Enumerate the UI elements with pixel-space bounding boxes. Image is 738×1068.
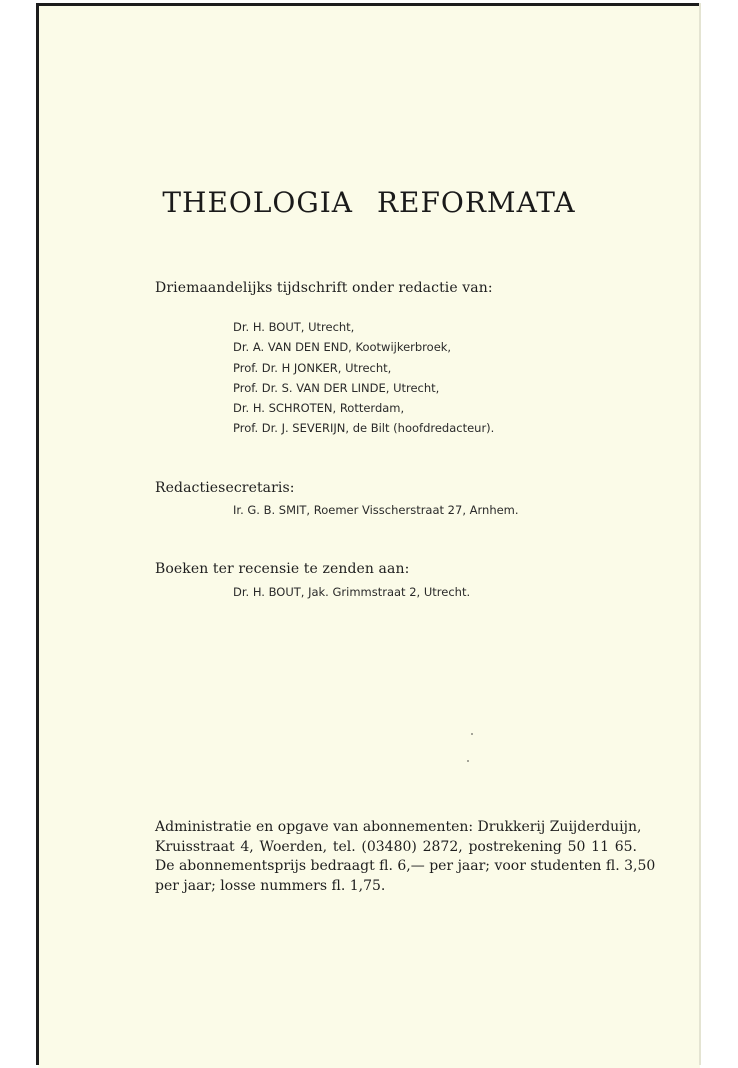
scan-speck [471,733,473,735]
scan-speck [467,760,469,762]
secretary-heading: Redactiesecretaris: [155,480,295,496]
scan-edge-right [699,3,701,1065]
editorial-board-list [233,317,494,439]
editor-entry: Dr. H. BOUT, Utrecht, [233,320,355,334]
editor-entry: Dr. H. SCHROTEN, Rotterdam, [233,401,405,416]
secretary-entry: Ir. G. B. SMIT, Roemer Visscherstraat 27, Arnhem. [233,503,519,517]
editorial-heading: Driemaandelijks tijdschrift onder redactie van: [155,280,493,296]
administration-block [155,818,656,896]
administration-line: Kruisstraat 4, Woerden, tel. (03480) 2872, postrekening 50 11 65. [155,838,637,855]
editor-entry: Prof. Dr. J. SEVERIJN, de Bilt (hoofdredacteur). [233,421,495,436]
journal-title-word-1: THEOLOGIA [162,186,354,219]
administration-line: De abonnementsprijs bedraagt fl. 6,— per jaar; voor studenten fl. 3,50 [155,858,656,874]
editor-entry: Prof. Dr. H JONKER, Utrecht, [233,360,392,375]
journal-title-word-2: REFORMATA [376,186,576,219]
editor-entry: Prof. Dr. S. VAN DER LINDE, Utrecht, [233,380,440,395]
scan-edge-top [38,3,700,6]
scan-edge-left [36,3,39,1065]
administration-line: Administratie en opgave van abonnementen: Drukkerij Zuijderduijn, [155,819,642,835]
page-sheet [38,5,700,1068]
administration-line: per jaar; losse nummers fl. 1,75. [155,877,386,894]
reviews-entry: Dr. H. BOUT, Jak. Grimmstraat 2, Utrecht. [233,585,471,599]
editor-entry: Dr. A. VAN DEN END, Kootwijkerbroek, [233,340,452,355]
journal-title [0,186,738,219]
reviews-heading: Boeken ter recensie te zenden aan: [155,561,410,577]
